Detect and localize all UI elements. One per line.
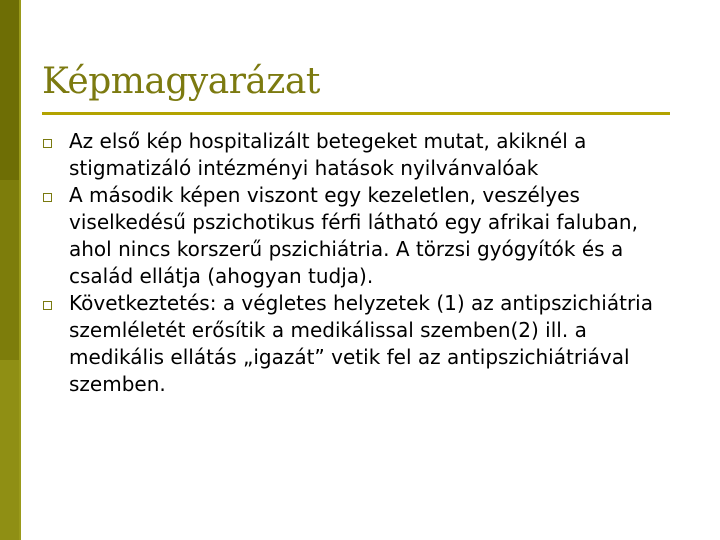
bullet-item — [42, 128, 682, 182]
side-accent-top-block — [0, 0, 19, 180]
slide-title: Képmagyarázat — [42, 61, 320, 102]
hollow-square-bullet-icon — [43, 301, 52, 310]
side-accent-middle-block — [0, 180, 19, 360]
title-underline — [42, 112, 670, 115]
bullet-text: Az első kép hospitalizált betegeket mutat, akiknél a stigmatizáló intézményi hatások nyilvánvalóak — [69, 129, 587, 180]
bullet-item — [42, 290, 682, 398]
bullet-text: Következtetés: a végletes helyzetek (1) az antipszichiátria szemléletét erősítik a medikálissal szemben(2) ill. a medikális ellátás „igazát” vetik fel az antipszichiátriával szemben. — [69, 291, 653, 396]
bullet-text: A második képen viszont egy kezeletlen, veszélyes viselkedésű pszichotikus férfi látható egy afrikai faluban, ahol nincs korszerű pszichiátria. A törzsi gyógyítók és a család ellátja (ahogyan tudja). — [69, 183, 638, 288]
side-accent-bottom-block — [0, 360, 19, 540]
bullet-item — [42, 182, 682, 290]
hollow-square-bullet-icon — [43, 193, 52, 202]
bullet-list — [42, 128, 682, 398]
side-accent-stripe — [19, 0, 21, 540]
hollow-square-bullet-icon — [43, 139, 52, 148]
